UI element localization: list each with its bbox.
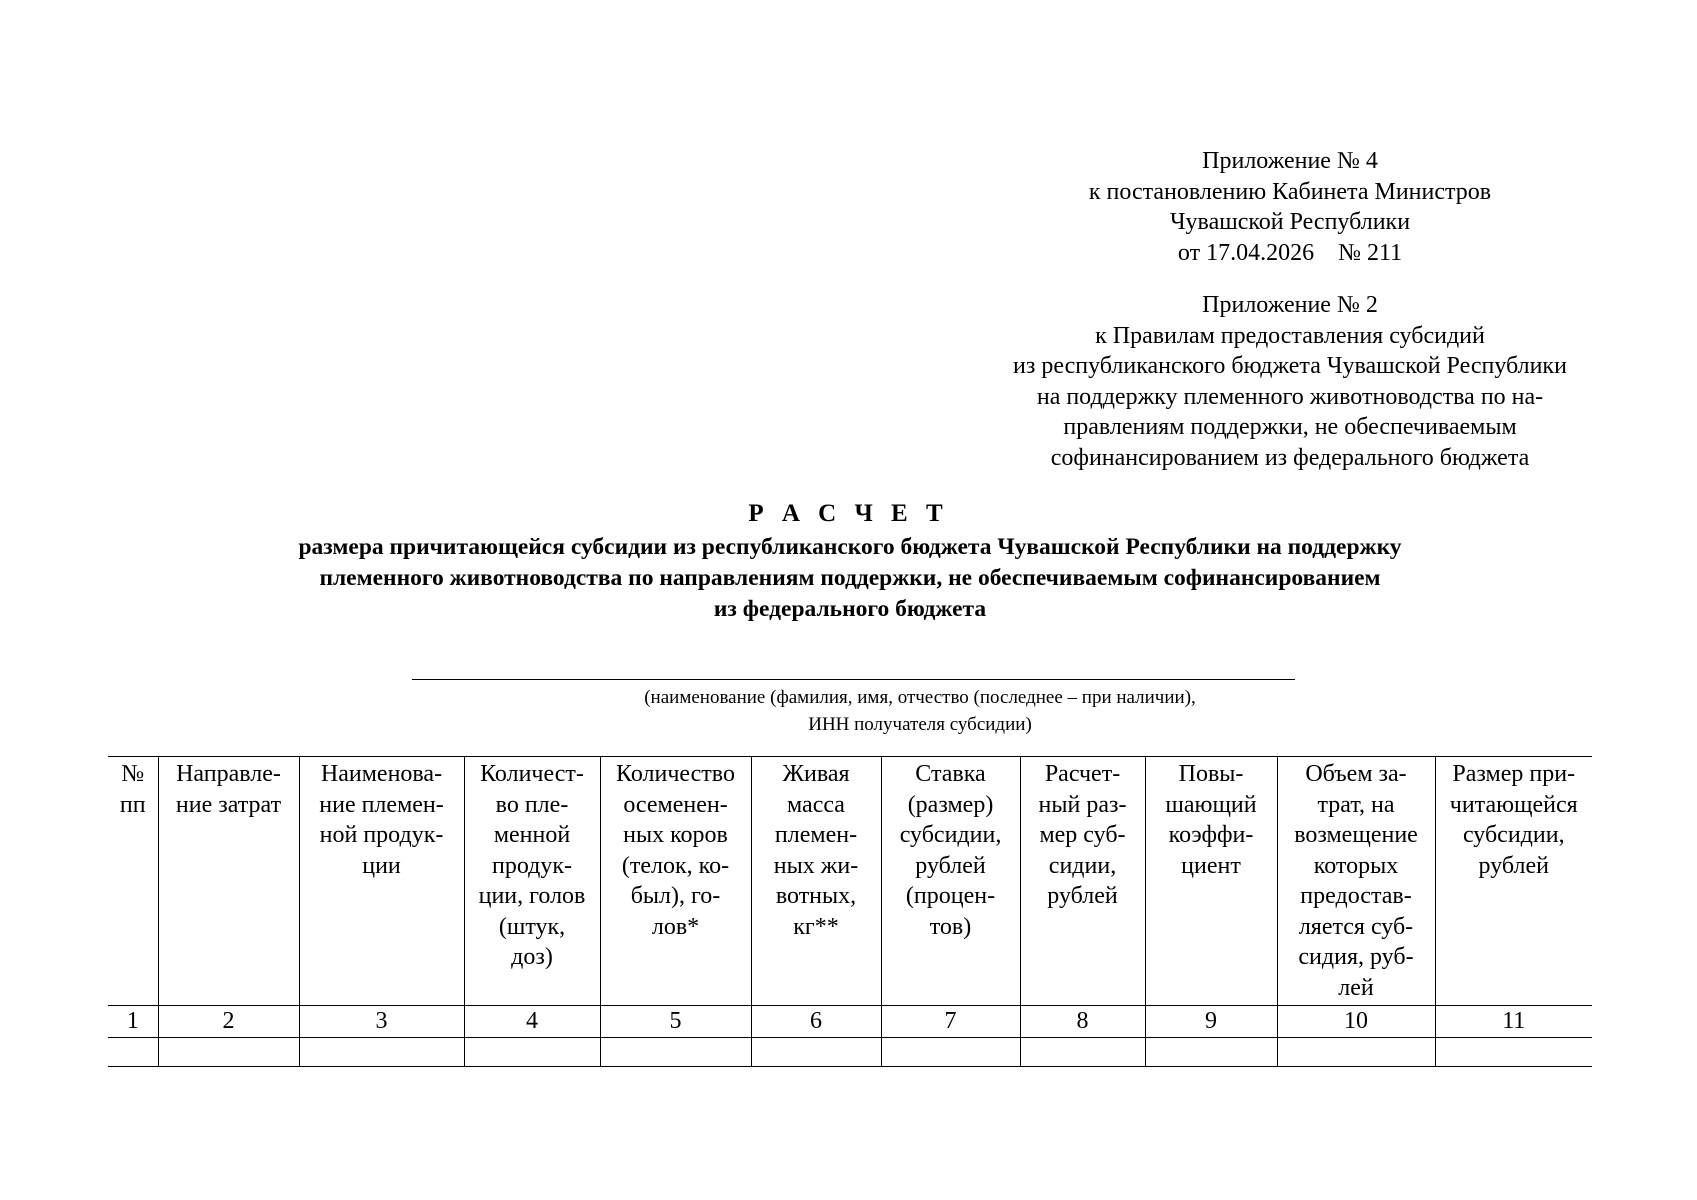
column-header-line: Повы- xyxy=(1178,761,1244,787)
column-header-line: коэффи- xyxy=(1168,822,1254,848)
column-header-line: ции, голов xyxy=(478,883,586,909)
column-header-line: пп xyxy=(119,791,146,818)
column-number-cell: 5 xyxy=(600,1006,751,1038)
column-header-line: рублей xyxy=(1478,852,1549,879)
column-header-line: ных жи- xyxy=(773,852,859,879)
appendix-4-block xyxy=(1000,146,1580,268)
column-header-line: возмещение xyxy=(1294,822,1418,848)
table-cell xyxy=(881,1037,1020,1066)
column-header-line: был), го- xyxy=(630,883,721,909)
calculation-table xyxy=(108,756,1592,1067)
column-header-line: ние затрат xyxy=(175,791,282,818)
column-header xyxy=(1277,757,1435,1006)
column-number-cell: 2 xyxy=(158,1006,299,1038)
column-number-cell: 3 xyxy=(299,1006,464,1038)
column-header xyxy=(1435,757,1592,1006)
column-header-line: циент xyxy=(1181,852,1241,879)
column-header xyxy=(464,757,600,1006)
column-header-line: Количест- xyxy=(480,761,584,787)
column-header xyxy=(881,757,1020,1006)
subtitle-line: племенного животноводства по направлениям поддержки, не обеспечиваемым софинансированием xyxy=(319,565,1381,591)
column-header-line: (размер) xyxy=(907,791,994,818)
column-header-line: лов* xyxy=(651,913,700,940)
appendix-2-block xyxy=(960,290,1620,473)
column-header-line: рублей xyxy=(1047,883,1118,909)
column-number-cell: 4 xyxy=(464,1006,600,1038)
column-header xyxy=(1145,757,1277,1006)
column-header-line: Объем за- xyxy=(1305,761,1407,787)
column-header-line: шающий xyxy=(1165,791,1257,818)
column-header-line: (телок, ко- xyxy=(621,852,730,879)
column-header-line: ции xyxy=(362,852,401,879)
column-header-line: менной xyxy=(493,822,571,848)
column-header-line: (штук, xyxy=(498,913,566,940)
column-header xyxy=(158,757,299,1006)
column-header-line: читающейся xyxy=(1449,791,1578,818)
appendix-2-line: софинансированием из федерального бюджета xyxy=(1050,444,1530,471)
column-header-line: сидии, xyxy=(1048,852,1117,879)
column-header-line: субсидии, xyxy=(899,822,1002,848)
column-header-line: сидия, руб- xyxy=(1298,944,1414,970)
column-header-line: мер суб- xyxy=(1039,822,1126,848)
column-header-line: во пле- xyxy=(495,791,569,818)
column-header xyxy=(600,757,751,1006)
appendix-4-line: Чувашской Республики xyxy=(1169,209,1411,235)
column-header-line: кг** xyxy=(793,913,839,940)
subtitle-line: размера причитающейся субсидии из республиканского бюджета Чувашской Республики на поддержку xyxy=(298,534,1402,560)
appendix-2-line: к Правилам предоставления субсидий xyxy=(1095,322,1485,349)
table-cell xyxy=(1277,1037,1435,1066)
column-header-line: ние племен- xyxy=(319,791,444,818)
column-header-line: Размер при- xyxy=(1452,761,1576,787)
column-header-line: предостав- xyxy=(1300,883,1412,909)
column-number-cell: 1 xyxy=(108,1006,158,1038)
table-cell xyxy=(299,1037,464,1066)
appendix-2-line: правлениям поддержки, не обеспечиваемым xyxy=(1063,414,1517,440)
recipient-fill-line xyxy=(412,679,1295,680)
column-header-line: ных коров xyxy=(623,822,728,848)
column-number-cell: 11 xyxy=(1435,1006,1592,1038)
appendix-4-date-number: от 17.04.2026 № 211 xyxy=(1177,239,1403,266)
recipient-caption-line: ИНН получателя субсидии) xyxy=(808,714,1032,735)
table-cell xyxy=(1145,1037,1277,1066)
table-cell xyxy=(751,1037,881,1066)
column-header-line: ной продук- xyxy=(319,822,444,848)
table-data-row xyxy=(108,1037,1592,1066)
column-number-cell: 10 xyxy=(1277,1006,1435,1038)
column-number-cell: 7 xyxy=(881,1006,1020,1038)
column-number-cell: 6 xyxy=(751,1006,881,1038)
table-header-row xyxy=(108,757,1592,1006)
column-header-line: № xyxy=(121,761,145,787)
table-cell xyxy=(600,1037,751,1066)
column-header-line: лей xyxy=(1338,974,1374,1001)
column-header xyxy=(108,757,158,1006)
table-cell xyxy=(158,1037,299,1066)
column-number-row xyxy=(108,1006,1592,1038)
column-header xyxy=(1020,757,1145,1006)
column-header-line: Ставка xyxy=(915,761,986,787)
recipient-caption xyxy=(420,684,1420,738)
column-header-line: доз) xyxy=(511,944,553,970)
column-header xyxy=(751,757,881,1006)
appendix-4-line: Приложение № 4 xyxy=(1202,148,1378,174)
column-number-cell: 9 xyxy=(1145,1006,1277,1038)
appendix-2-line: Приложение № 2 xyxy=(1202,292,1378,318)
column-header-line: тов) xyxy=(929,913,972,940)
document-subtitle xyxy=(200,532,1500,625)
table-cell xyxy=(1020,1037,1145,1066)
column-header-line: продук- xyxy=(491,852,572,879)
document-title: Р А С Ч Е Т xyxy=(748,500,949,527)
column-header-line: вотных, xyxy=(775,883,857,909)
column-header xyxy=(299,757,464,1006)
table-cell xyxy=(108,1037,158,1066)
column-header-line: масса xyxy=(787,791,845,818)
table-cell xyxy=(1435,1037,1592,1066)
column-header-line: трат, на xyxy=(1317,791,1395,818)
column-header-line: (процен- xyxy=(905,883,996,909)
subtitle-line: из федерального бюджета xyxy=(713,596,987,622)
column-header-line: ляется суб- xyxy=(1298,913,1414,940)
column-header-line: племен- xyxy=(774,822,858,848)
column-header-line: Расчет- xyxy=(1044,761,1121,787)
column-header-line: Количество xyxy=(616,761,735,787)
column-header-line: субсидии, xyxy=(1462,822,1565,848)
column-header-line: осеменен- xyxy=(623,791,728,818)
column-header-line: Наименова- xyxy=(320,761,443,787)
column-header-line: ный раз- xyxy=(1038,791,1127,818)
column-header-line: Живая xyxy=(782,761,850,787)
table-cell xyxy=(464,1037,600,1066)
appendix-2-line: из республиканского бюджета Чувашской Республики xyxy=(1013,353,1567,379)
appendix-2-line: на поддержку племенного животноводства по на- xyxy=(1036,383,1544,410)
column-header-line: которых xyxy=(1313,852,1399,879)
column-header-line: рублей xyxy=(915,852,986,879)
appendix-4-line: к постановлению Кабинета Министров xyxy=(1088,178,1492,205)
recipient-caption-line: (наименование (фамилия, имя, отчество (последнее – при наличии), xyxy=(644,687,1196,708)
column-number-cell: 8 xyxy=(1020,1006,1145,1038)
column-header-line: Направле- xyxy=(176,761,281,787)
